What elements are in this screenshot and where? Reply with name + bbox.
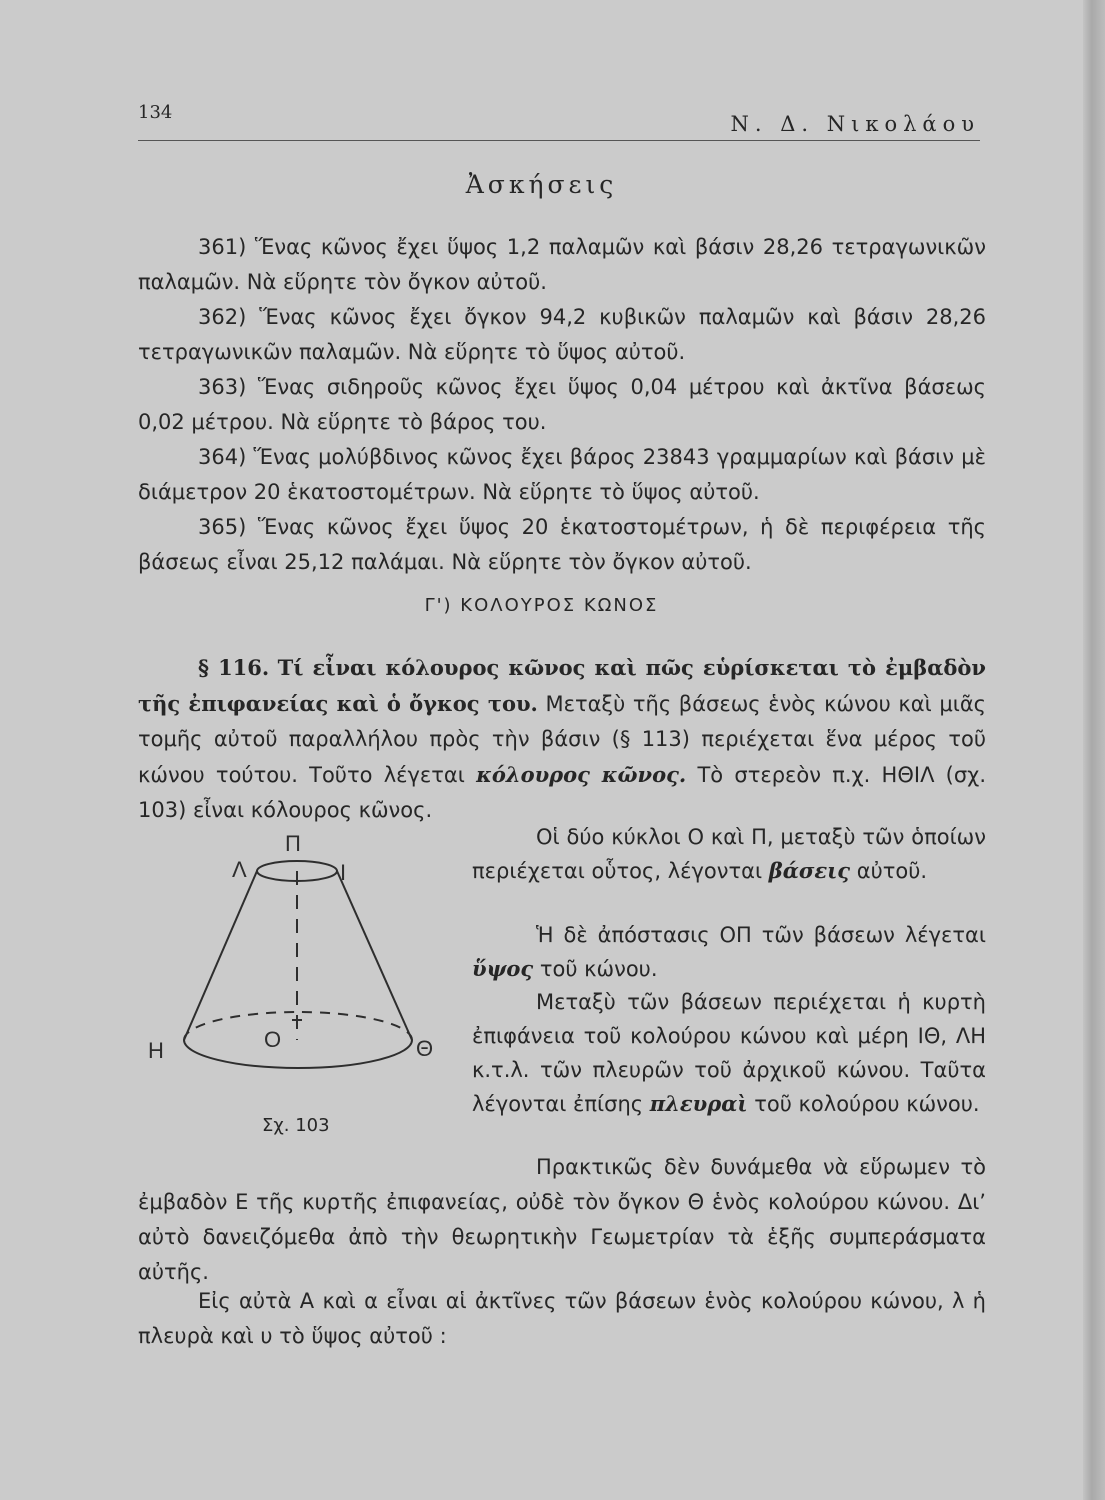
book-spine-shadow [1083,0,1105,1500]
exercise-365: 365) Ἕνας κῶνος ἔχει ὕψος 20 ἑκατοστομέτρων, ἡ δὲ περιφέρεια τῆς βάσεως εἶναι 25,12 παλάμαι. Νὰ εὕρητε τὸν ὄγκον αὐτοῦ. [138,515,986,574]
page-number: 134 [138,102,173,123]
exercise-364: 364) Ἕνας μολύβδινος κῶνος ἔχει βάρος 23843 γραμμαρίων καὶ βάσιν μὲ διάμετρον 20 ἑκατοστομέτρων. Νὰ εὕρητε τὸ ὕψος αὐτοῦ. [138,445,986,504]
label-I: Ι [340,860,347,885]
label-O: Ο [264,1027,282,1052]
exercise-361: 361) Ἕνας κῶνος ἔχει ὕψος 1,2 παλαμῶν καὶ βάσιν 28,26 τετραγωνικῶν παλαμῶν. Νὰ εὕρητε τὸν ὄγκον αὐτοῦ. [138,235,986,294]
figure-caption: Σχ. 103 [262,1115,330,1136]
height-paragraph: Ἡ δὲ ἀπόστασις ΟΠ τῶν βάσεων λέγεται ὕψος τοῦ κώνου. [472,923,986,981]
exercise-363: 363) Ἕνας σιδηροῦς κῶνος ἔχει ὕψος 0,04 μέτρου καὶ ἀκτῖνα βάσεως 0,02 μέτρου. Νὰ εὕρητε τὸ βάρος του. [138,375,986,434]
final-paragraph: Εἰς αὐτὰ Α καὶ α εἶναι αἱ ἀκτῖνες τῶν βάσεων ἑνὸς κολούρου κώνου, λ ἡ πλευρὰ καὶ υ τὸ ὕψος αὐτοῦ : [138,1289,986,1348]
running-author: Ν. Δ. Νικολάου [730,112,980,136]
lateral-paragraph: Μεταξὺ τῶν βάσεων περιέχεται ἡ κυρτὴ ἐπιφάνεια τοῦ κολούρου κώνου καὶ μέρη ΙΘ, ΛΗ κ.τ.λ. τῶν πλευρῶν τοῦ ἀρχικοῦ κώνου. Ταῦτα λέγονται ἐπίσης πλευραὶ τοῦ κολούρου κώνου. [472,990,986,1116]
practical-paragraph: Πρακτικῶς δὲν δυνάμεθα νὰ εὕρωμεν τὸ ἐμβαδὸν Ε τῆς κυρτῆς ἐπιφανείας, οὐδὲ τὸν ὄγκον Θ ἑνὸς κολούρου κώνου. Διʼ αὐτὸ δανειζόμεθα ἀπὸ τὴν θεωρητικὴν Γεωμετρίαν τὰ ἑξῆς συμπεράσματα αὐτῆς. [138,1155,986,1284]
frustum-drawing [140,825,450,1145]
term-height: ὕψος [472,956,534,981]
term-sides: πλευραὶ [649,1091,748,1116]
frustum-figure [140,825,450,1145]
bases-paragraph: Οἱ δύο κύκλοι Ο καὶ Π, μεταξὺ τῶν ὁποίων περιέχεται οὗτος, λέγονται βάσεις αὐτοῦ. [472,825,986,883]
term-bases: βάσεις [768,858,851,883]
term-frustum: κόλουρος κῶνος. [476,762,687,787]
label-Th: Θ [416,1036,434,1061]
section-heading-text: Τί εἶναι κόλουρος κῶνος καὶ πῶς εὑρίσκεται τὸ ἐμβαδὸν τῆς ἐπιφανείας καὶ ὁ ὄγκος του. [138,655,986,716]
section-116-paragraph: § 116. Τί εἶναι κόλουρος κῶνος καὶ πῶς εὑρίσκεται τὸ ἐμβαδὸν τῆς ἐπιφανείας καὶ ὁ ὄγκος του. Μεταξὺ τῆς βάσεως ἑνὸς κώνου καὶ μιᾶς τομῆς αὐτοῦ παραλλήλου πρὸς τὴν βάσιν (§ 113) περιέχεται ἕνα μέρος τοῦ κώνου τούτου. Τοῦτο λέγεται κόλουρος κῶνος. Τὸ στερεὸν π.χ. ΗΘΙΛ (σχ. 103) εἶναι κόλουρος κῶνος. [138,655,986,822]
section-number: § 116. [198,655,270,680]
exercise-362: 362) Ἕνας κῶνος ἔχει ὄγκον 94,2 κυβικῶν παλαμῶν καὶ βάσιν 28,26 τετραγωνικῶν παλαμῶν. Νὰ εὕρητε τὸ ὕψος αὐτοῦ. [138,305,986,364]
section-heading: Γ') ΚΟΛΟΥΡΟΣ ΚΩΝΟΣ [424,595,659,616]
label-L: Λ [232,857,247,882]
label-P: Π [285,831,301,856]
page-header [138,102,980,141]
exercises-title: Ἀσκήσεις [465,170,618,199]
label-H: Η [148,1038,164,1063]
